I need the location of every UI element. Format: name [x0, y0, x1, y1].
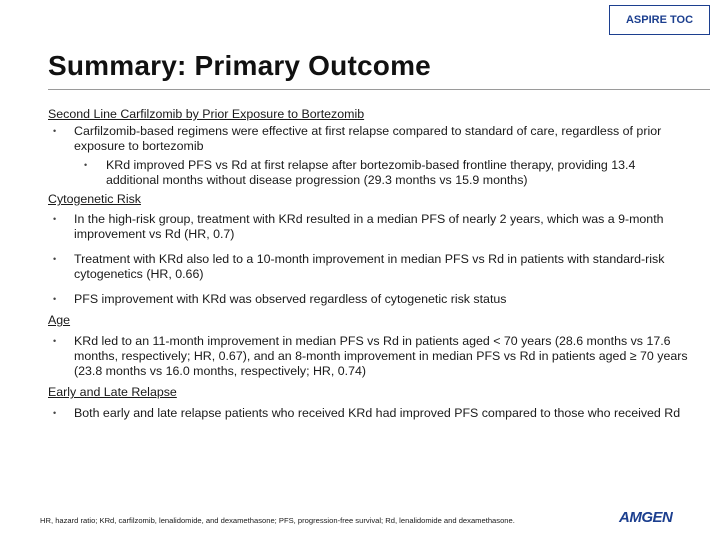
footnote: HR, hazard ratio; KRd, carfilzomib, lenalidomide, and dexamethasone; PFS, progression-free survival; Rd, lenalidomide and dexamethasone.	[40, 516, 515, 525]
bullet-icon: •	[53, 214, 57, 224]
list-item	[48, 252, 688, 282]
amgen-logo: AMGEN	[619, 509, 673, 526]
bullet-icon: •	[53, 336, 57, 346]
slide-body	[48, 107, 688, 421]
list-item-text: Carfilzomib-based regimens were effective at first relapse compared to standard of care, regardless of prior exposure to bortezomib	[74, 124, 662, 153]
section-heading-cytogenetic-risk: Cytogenetic Risk	[48, 192, 141, 206]
bullet-icon: •	[53, 126, 57, 136]
section-heading-age: Age	[48, 313, 71, 327]
list-item	[48, 212, 688, 242]
section-heading-second-line: Second Line Carfilzomib by Prior Exposure to Bortezomib	[48, 107, 365, 121]
bullet-icon: •	[53, 254, 57, 264]
sub-list-item	[48, 158, 688, 188]
list-item-text: In the high-risk group, treatment with KRd resulted in a median PFS of nearly 2 years, which was a 9-month improvement vs Rd (HR, 0.7)	[74, 212, 664, 241]
list-item	[48, 334, 688, 379]
list-item-text: KRd led to an 11-month improvement in median PFS vs Rd in patients aged < 70 years (28.6 months vs 17.6 months, respectively; HR, 0.67), and an 8-month improvement in median PFS vs Rd in patients aged ≥ 70 years (23.8 months vs 16.0 months, respectively; HR, 0.74)	[74, 334, 688, 378]
list-item	[48, 406, 688, 421]
list-item-text: PFS improvement with KRd was observed regardless of cytogenetic risk status	[74, 292, 507, 306]
sub-list-item-text: KRd improved PFS vs Rd at first relapse after bortezomib-based frontline therapy, providing 13.4 additional months without disease progression (29.3 months vs 15.9 months)	[106, 158, 636, 187]
list-item	[48, 124, 688, 154]
aspire-toc-button[interactable]: ASPIRE TOC	[609, 5, 710, 35]
slide-title: Summary: Primary Outcome	[48, 50, 431, 81]
bullet-icon: •	[53, 294, 57, 304]
title-divider	[48, 89, 710, 90]
list-item-text: Both early and late relapse patients who received KRd had improved PFS compared to those who received Rd	[74, 406, 681, 420]
bullet-icon: •	[53, 408, 57, 418]
list-item	[48, 292, 688, 307]
list-item-text: Treatment with KRd also led to a 10-month improvement in median PFS vs Rd in patients with standard-risk cytogenetics (HR, 0.66)	[74, 252, 665, 281]
section-heading-early-late-relapse: Early and Late Relapse	[48, 385, 177, 399]
bullet-icon: •	[84, 160, 88, 170]
